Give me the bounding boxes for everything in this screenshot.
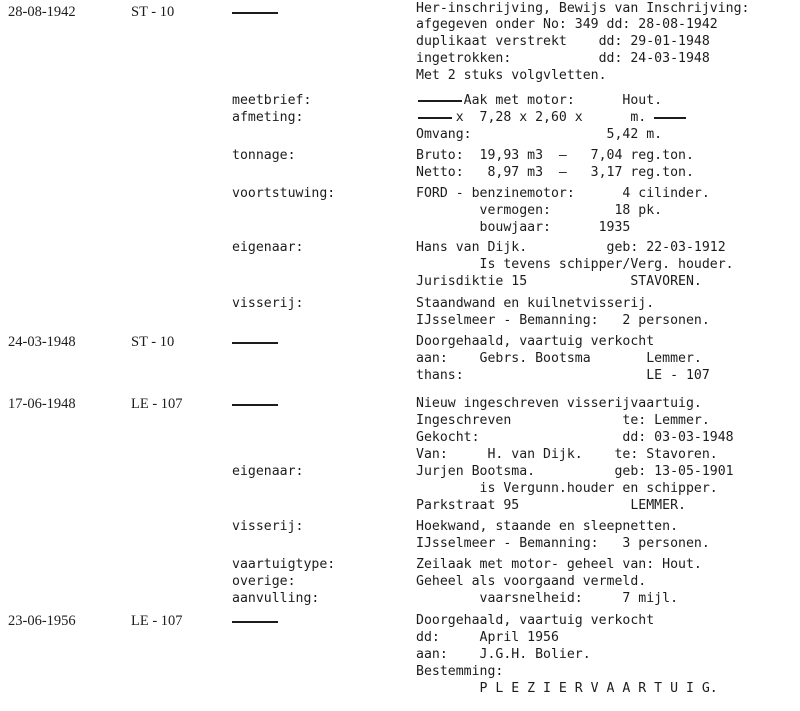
field-value: x 7,28 x 2,60 x m. xyxy=(416,110,647,125)
field-label: voortstuwing: xyxy=(232,186,336,201)
empty-field-dash xyxy=(654,117,686,119)
field-value: Is tevens schipper/Verg. houder. xyxy=(416,257,734,272)
field-value: FORD - benzinemotor: 4 cilinder. xyxy=(416,186,710,201)
record-line: Van: H. van Dijk. te: Stavoren. xyxy=(416,447,718,462)
field-label: afmeting: xyxy=(232,110,304,125)
record-line: Doorgehaald, vaartuig verkocht xyxy=(416,334,655,349)
field-value: Omvang: 5,42 m. xyxy=(416,127,663,142)
empty-field-dash xyxy=(232,342,278,344)
field-label: meetbrief: xyxy=(232,93,312,108)
field-value: bouwjaar: 1935 xyxy=(416,220,631,235)
field-value: Hoekwand, staande en sleepnetten. xyxy=(416,519,679,534)
field-value: Hans van Dijk. geb: 22-03-1912 xyxy=(416,240,726,255)
record-date: 28-08-1942 xyxy=(8,4,76,20)
record-line: duplikaat verstrekt dd: 29-01-1948 xyxy=(416,34,710,49)
record-date: 24-03-1948 xyxy=(8,334,76,350)
record-line: aan: Gebrs. Bootsma Lemmer. xyxy=(416,351,702,366)
field-value: Geheel als voorgaand vermeld. xyxy=(416,574,647,589)
field-label: aanvulling: xyxy=(232,591,320,606)
field-value: IJsselmeer - Bemanning: 3 personen. xyxy=(416,536,710,551)
record-line: dd: April 1956 xyxy=(416,630,559,645)
empty-field-dash xyxy=(232,12,278,14)
field-value: is Vergunn.houder en schipper. xyxy=(416,481,718,496)
record-line: Her-inschrijving, Bewijs van Inschrijving: xyxy=(416,1,750,16)
record-line: Met 2 stuks volgvletten. xyxy=(416,68,607,83)
field-value: vaarsnelheid: 7 mijl. xyxy=(416,591,679,606)
field-label: vaartuigtype: xyxy=(232,557,336,572)
record-code: LE - 107 xyxy=(131,396,183,412)
field-value: Zeilaak met motor- geheel van: Hout. xyxy=(416,557,702,572)
field-value: Aak met motor: Hout. xyxy=(416,93,663,108)
record-line: afgegeven onder No: 349 dd: 28-08-1942 xyxy=(416,17,718,32)
empty-field-dash xyxy=(232,404,278,406)
record-line: ingetrokken: dd: 24-03-1948 xyxy=(416,51,710,66)
field-value: Staandwand en kuilnetvisserij. xyxy=(416,296,655,311)
field-value: IJsselmeer - Bemanning: 2 personen. xyxy=(416,313,710,328)
field-value: vermogen: 18 pk. xyxy=(416,203,663,218)
field-value: Netto: 8,97 m3 — 3,17 reg.ton. xyxy=(416,165,694,180)
record-line: thans: LE - 107 xyxy=(416,368,710,383)
field-label: eigenaar: xyxy=(232,464,304,479)
field-label: eigenaar: xyxy=(232,240,304,255)
record-line: P L E Z I E R V A A R T U I G. xyxy=(416,681,718,696)
record-line: Nieuw ingeschreven visserijvaartuig. xyxy=(416,396,702,411)
record-line: Gekocht: dd: 03-03-1948 xyxy=(416,430,734,445)
empty-field-dash xyxy=(232,621,278,623)
record-line: Bestemming: xyxy=(416,664,504,679)
field-value: Jurisdiktie 15 STAVOREN. xyxy=(416,274,702,289)
record-line: Ingeschreven te: Lemmer. xyxy=(416,413,710,428)
record-code: LE - 107 xyxy=(131,613,183,629)
field-label: visserij: xyxy=(232,519,304,534)
record-line: aan: J.G.H. Bolier. xyxy=(416,647,591,662)
field-value: Jurjen Bootsma. geb: 13-05-1901 xyxy=(416,464,734,479)
field-label: visserij: xyxy=(232,296,304,311)
field-value: Bruto: 19,93 m3 — 7,04 reg.ton. xyxy=(416,148,694,163)
record-date: 17-06-1948 xyxy=(8,396,76,412)
record-code: ST - 10 xyxy=(131,4,175,20)
record-line: Doorgehaald, vaartuig verkocht xyxy=(416,613,655,628)
field-value: Parkstraat 95 LEMMER. xyxy=(416,498,686,513)
field-label: overige: xyxy=(232,574,296,589)
record-date: 23-06-1956 xyxy=(8,613,76,629)
field-label: tonnage: xyxy=(232,148,296,163)
record-code: ST - 10 xyxy=(131,334,175,350)
